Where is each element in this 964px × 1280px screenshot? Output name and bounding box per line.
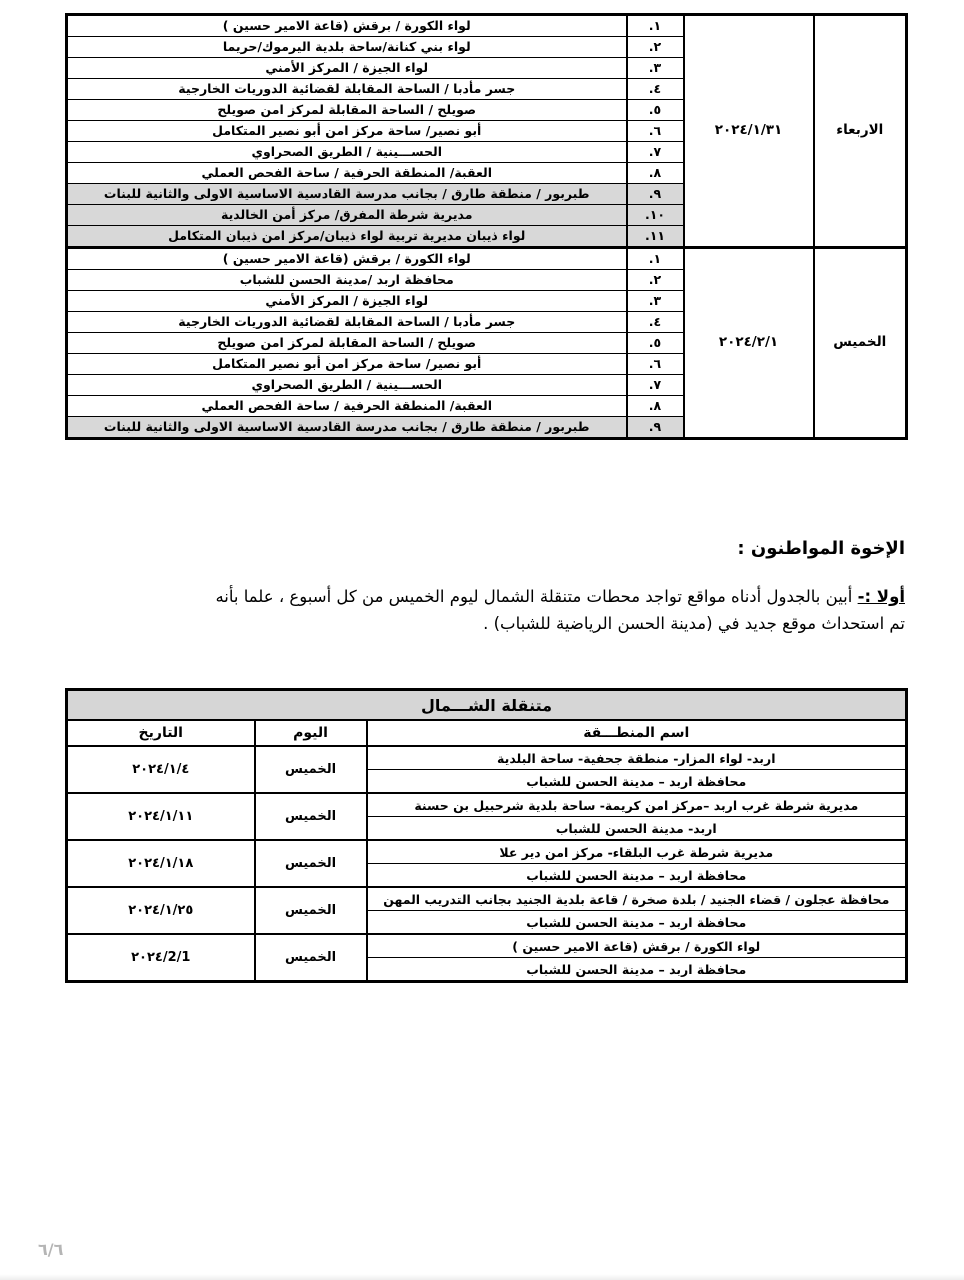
first-note-text: أبين بالجدول أدناه مواقع تواجد محطات متنقلة الشمال ليوم الخميس من كل أسبوع ، علما بأنه bbox=[215, 587, 858, 606]
row-number-cell: ٢. bbox=[627, 270, 684, 291]
row-number-cell: ٥. bbox=[627, 333, 684, 354]
location-cell: الحســـينية / الطريق الصحراوي bbox=[67, 375, 627, 396]
row-number-cell: ٦. bbox=[627, 121, 684, 142]
first-note-line2: تم استحداث موقع جديد في (مدينة الحسن الرياضية للشباب) . bbox=[483, 614, 905, 633]
day-cell: الخميس bbox=[255, 887, 367, 934]
row-number-cell: ١. bbox=[627, 15, 684, 37]
area-line-cell: محافظة اربد – مدينة الحسن للشباب bbox=[367, 770, 907, 794]
table-row bbox=[67, 793, 907, 817]
date-column-header: التاريخ bbox=[67, 720, 255, 746]
citizens-heading: الإخوة المواطنون : bbox=[737, 538, 905, 559]
location-cell: العقبة/ المنطقة الحرفية / ساحة الفحص العملي bbox=[67, 163, 627, 184]
row-number-cell: ٨. bbox=[627, 163, 684, 184]
table-title-row bbox=[67, 690, 907, 721]
row-number-cell: ٩. bbox=[627, 184, 684, 205]
date-cell: ٢٠٢٤/2/1 bbox=[67, 934, 255, 982]
area-line-cell: محافظة اربد – مدينة الحسن للشباب bbox=[367, 911, 907, 935]
location-cell: طبربور / منطقة طارق / بجانب مدرسة القادسية الاساسية الاولى والثانية للبنات bbox=[67, 184, 627, 205]
date-cell: ٢٠٢٤/٢/١ bbox=[684, 248, 814, 439]
row-number-cell: ٦. bbox=[627, 354, 684, 375]
location-cell: صويلح / الساحة المقابلة لمركز امن صويلح bbox=[67, 333, 627, 354]
area-line-cell: مديرية شرطة غرب اربد –مركز امن كريمة- ساحة بلدية شرحبيل بن حسنة bbox=[367, 793, 907, 817]
row-number-cell: ٥. bbox=[627, 100, 684, 121]
wednesday-section bbox=[67, 15, 907, 248]
row-number-cell: ٣. bbox=[627, 291, 684, 312]
table-row bbox=[67, 248, 907, 270]
location-cell: طبربور / منطقة طارق / بجانب مدرسة القادسية الاساسية الاولى والثانية للبنات bbox=[67, 417, 627, 439]
row-number-cell: ٨. bbox=[627, 396, 684, 417]
location-cell: جسر مأدبا / الساحة المقابلة لقضائية الدوريات الخارجية bbox=[67, 312, 627, 333]
area-column-header: اسم المنطـــقة bbox=[367, 720, 907, 746]
location-cell: أبو نصير/ ساحة مركز امن أبو نصير المتكامل bbox=[67, 121, 627, 142]
table-row bbox=[67, 840, 907, 864]
location-cell: مديرية شرطة المفرق/ مركز أمن الخالدية bbox=[67, 205, 627, 226]
location-cell: صويلح / الساحة المقابلة لمركز امن صويلح bbox=[67, 100, 627, 121]
day-cell: الخميس bbox=[255, 840, 367, 887]
row-number-cell: ١. bbox=[627, 248, 684, 270]
row-number-cell: ٧. bbox=[627, 142, 684, 163]
row-number-cell: ٤. bbox=[627, 79, 684, 100]
location-cell: لواء الكورة / برقش (قاعة الامير حسين ) bbox=[67, 248, 627, 270]
area-line-cell: محافظة اربد – مدينة الحسن للشباب bbox=[367, 864, 907, 888]
row-number-cell: ٣. bbox=[627, 58, 684, 79]
day-cell: الاربعاء bbox=[814, 15, 907, 248]
date-cell: ٢٠٢٤/١/٣١ bbox=[684, 15, 814, 248]
row-number-cell: ٤. bbox=[627, 312, 684, 333]
date-cell: ٢٠٢٤/١/٢٥ bbox=[67, 887, 255, 934]
north-table-title: متنقلة الشـــمال bbox=[67, 690, 907, 721]
date-cell: ٢٠٢٤/١/٤ bbox=[67, 746, 255, 793]
location-cell: لواء ذيبان مديرية تربية لواء ذيبان/مركز امن ذيبان المتكامل bbox=[67, 226, 627, 248]
area-line-cell: اربد- لواء المزار- منطقة جحفية- ساحة البلدية bbox=[367, 746, 907, 770]
day-cell: الخميس bbox=[814, 248, 907, 439]
location-cell: العقبة/ المنطقة الحرفية / ساحة الفحص العملي bbox=[67, 396, 627, 417]
location-cell: أبو نصير/ ساحة مركز امن أبو نصير المتكامل bbox=[67, 354, 627, 375]
area-line-cell: اربد- مدينة الحسن للشباب bbox=[367, 817, 907, 841]
location-cell: لواء الجيزة / المركز الأمني bbox=[67, 291, 627, 312]
scan-edge bbox=[0, 1274, 964, 1280]
table-row bbox=[67, 746, 907, 770]
row-number-cell: ١١. bbox=[627, 226, 684, 248]
thursday-section bbox=[67, 248, 907, 439]
location-cell: لواء الجيزة / المركز الأمني bbox=[67, 58, 627, 79]
first-label: أولا :- bbox=[857, 587, 905, 606]
page-number: ٦/٦ bbox=[38, 1240, 64, 1259]
location-cell: لواء الكورة / برقش (قاعة الامير حسين ) bbox=[67, 15, 627, 37]
table-row bbox=[67, 887, 907, 911]
day-cell: الخميس bbox=[255, 934, 367, 982]
location-cell: محافظة اربد /مدينة الحسن للشباب bbox=[67, 270, 627, 291]
day-cell: الخميس bbox=[255, 746, 367, 793]
date-cell: ٢٠٢٤/١/١٨ bbox=[67, 840, 255, 887]
area-line-cell: محافظة اربد – مدينة الحسن للشباب bbox=[367, 958, 907, 982]
area-line-cell: محافظة عجلون / قضاء الجنيد / بلدة صخرة / قاعة بلدية الجنيد بجانب التدريب المهن bbox=[367, 887, 907, 911]
mobile-stations-schedule-table bbox=[65, 13, 908, 440]
day-column-header: اليوم bbox=[255, 720, 367, 746]
location-cell: الحســـينية / الطريق الصحراوي bbox=[67, 142, 627, 163]
location-cell: لواء بني كنانة/ساحة بلدية اليرموك/حريما bbox=[67, 37, 627, 58]
citizens-notice bbox=[90, 538, 905, 637]
row-number-cell: ٧. bbox=[627, 375, 684, 396]
date-cell: ٢٠٢٤/١/١١ bbox=[67, 793, 255, 840]
area-line-cell: لواء الكورة / برقش (قاعة الامير حسين ) bbox=[367, 934, 907, 958]
row-number-cell: ٢. bbox=[627, 37, 684, 58]
row-number-cell: ٩. bbox=[627, 417, 684, 439]
row-number-cell: ١٠. bbox=[627, 205, 684, 226]
area-line-cell: مديرية شرطة غرب البلقاء- مركز امن دير علا bbox=[367, 840, 907, 864]
table-row bbox=[67, 934, 907, 958]
table-row bbox=[67, 15, 907, 37]
day-cell: الخميس bbox=[255, 793, 367, 840]
north-mobile-table bbox=[65, 688, 908, 983]
location-cell: جسر مأدبا / الساحة المقابلة لقضائية الدوريات الخارجية bbox=[67, 79, 627, 100]
table-header-row bbox=[67, 720, 907, 746]
first-note-line1 bbox=[90, 583, 905, 610]
